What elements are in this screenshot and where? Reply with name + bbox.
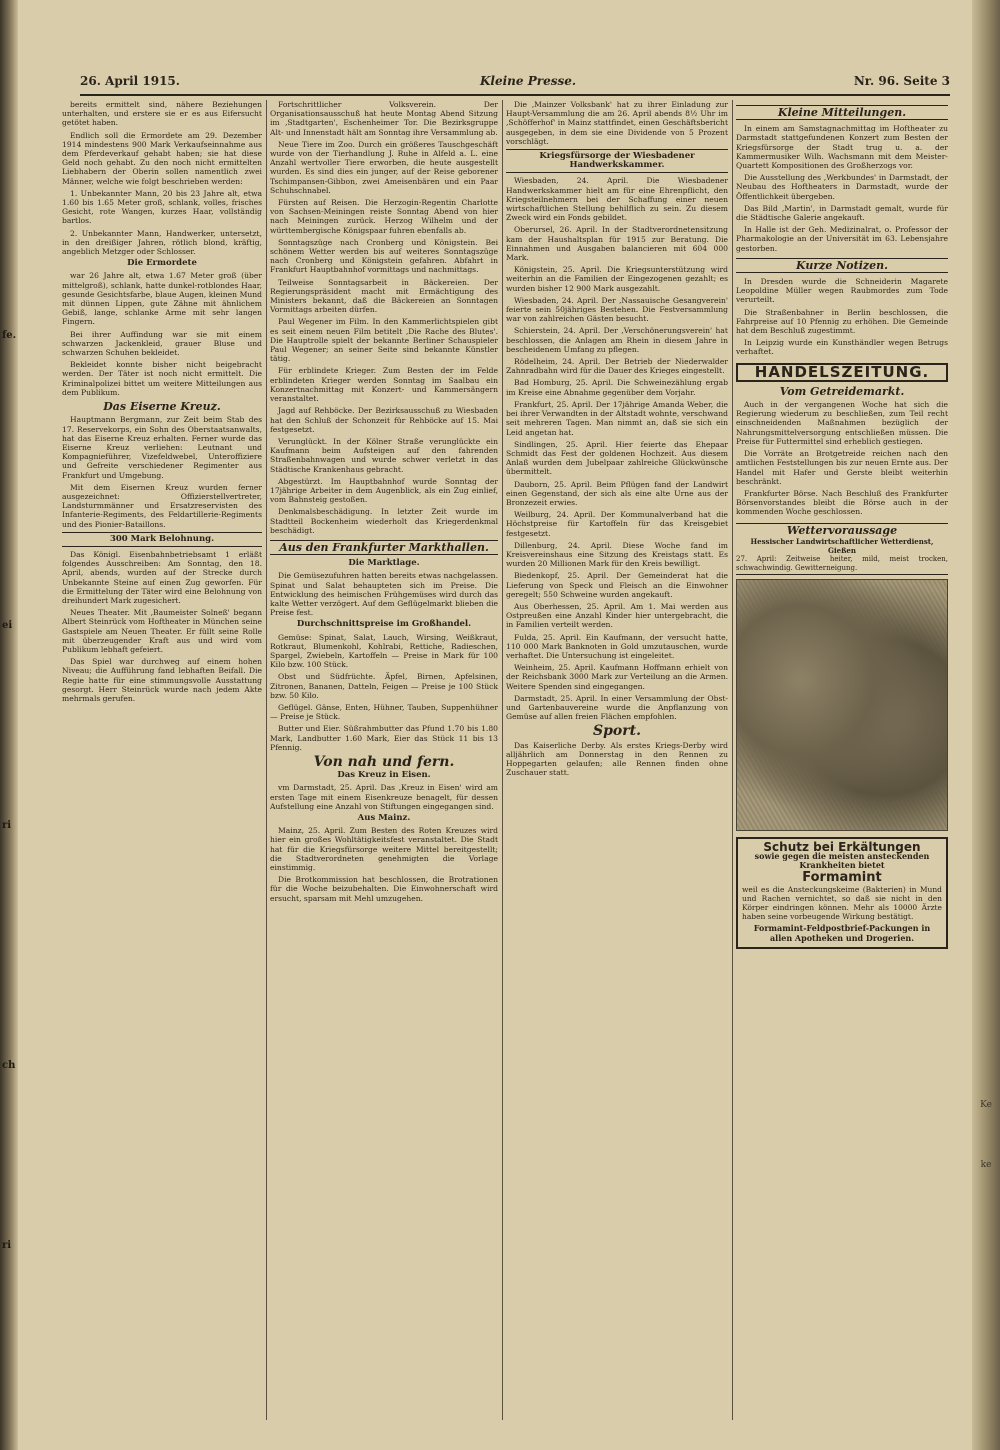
- article-paragraph: Gemüse: Spinat, Salat, Lauch, Wirsing, Weißkraut, Rotkraut, Blumenkohl, Kohlrabi, Rettiche, Radieschen, Spargel, Zwiebeln, Kartoffeln — Preise in Mark für 100 Kilo bzw. 100 Stück.: [270, 632, 498, 670]
- article-paragraph: 2. Unbekannter Mann, Handwerker, untersetzt, in den dreißiger Jahren, rötlich blond, kräftig, angeblich Metzger oder Schlosser.: [62, 228, 262, 257]
- article-paragraph: Sindlingen, 25. April. Hier feierte das Ehepaar Schmidt das Fest der goldenen Hochzeit. Aus diesem Anlaß wurden dem Jubelpaar zahlreiche Glückwünsche übermittelt.: [506, 439, 728, 477]
- article-paragraph: bereits ermittelt sind, nähere Beziehungen unterhalten, und erstere sie er es aus Eifersucht getötet haben.: [62, 100, 262, 128]
- article-paragraph: Aus Oberhessen, 25. April. Am 1. Mai werden aus Ostpreußen eine Anzahl Kinder hier untergebracht, die in Familien verteilt werden.: [506, 601, 728, 630]
- article-paragraph: Darmstadt, 25. April. In einer Versammlung der Obst- und Gartenbauvereine wurde die Anpflanzung von Gemüse auf allen freien Flächen empfohlen.: [506, 693, 728, 722]
- ad-headline: Schutz bei Erkältungen: [763, 839, 921, 854]
- weather-forecast: 27. April: Zeitweise heiter, mild, meist trocken, schwachwindig. Gewitterneigung.: [736, 555, 948, 573]
- column-4: [736, 100, 948, 1420]
- article-paragraph: Schierstein, 24. April. Der ‚Verschönerungsverein' hat beschlossen, die Anlagen am Rhein in diesem Jahre in bescheidenem Umfang zu pflegen.: [506, 326, 728, 354]
- section-subheading: Durchschnittspreise im Großhandel.: [296, 619, 472, 630]
- article-paragraph: Endlich soll die Ermordete am 29. Dezember 1914 mindestens 900 Mark Verkaufseinnahme aus dem Pferdeverkauf gehabt haben; sie hat diese Geld noch gehabt. Zu den noch nicht ermittelten Liebhabern der Oberin sollen namentlich zwei Männer, welche wie folgt beschrieben werden:: [62, 130, 262, 186]
- article-paragraph: Fortschrittlicher Volksverein. Der Organisationsausschuß hat heute Montag Abend Sitzung im ‚Stadtgarten', Eschenheimer Tor. Die Bezirksgruppe Alt- und Innenstadt hält am Sonntag ihre Versammlung ab.: [270, 100, 498, 137]
- article-paragraph: Oberursel, 26. April. In der Stadtverordnetensitzung kam der Haushaltsplan für 1915 zur Beratung. Die Einnahmen und Ausgaben balancieren mit 604 000 Mark.: [506, 225, 728, 263]
- page-header: [80, 72, 950, 96]
- article-paragraph: Biedenkopf, 25. April. Der Gemeinderat hat die Lieferung von Speck und Fleisch an die Einwohner geregelt; 550 Schweine wurden angekauft.: [506, 571, 728, 599]
- ad-body: weil es die Ansteckungskeime (Bakterien) in Mund und Rachen vernichtet, so daß sie nicht in den Körper eindringen können. Mehr als 10000 Ärzte haben seine vorbeugende Wirkung bestätigt.: [742, 885, 942, 922]
- article-paragraph: Frankfurt, 25. April. Der 17jährige Amanda Weber, die bei ihrer Verwandten in der Altstadt wohnte, verschwand seit mehreren Tagen. Man nimmt an, daß sie sich ein Leid angetan hat.: [506, 399, 728, 437]
- article-paragraph: Die Brotkommission hat beschlossen, die Brotrationen für die Woche beizubehalten. Die Einwohnerschaft wird ersucht, sparsam mit Mehl umzugehen.: [270, 875, 498, 903]
- section-heading: Kleine Mitteilungen.: [736, 105, 948, 120]
- article-paragraph: Bei ihrer Auffindung war sie mit einem schwarzen Jackenkleid, grauer Bluse und schwarzen Schuhen bekleidet.: [62, 329, 262, 358]
- article-paragraph: Für erblindete Krieger. Zum Besten der im Felde erblindeten Krieger werden Sonntag im Saalbau ein Konzertnachmittag mit Konzert- und Kammersängern veranstaltet.: [270, 366, 498, 404]
- edge-fragment: fe.: [2, 330, 17, 341]
- article-paragraph: 1. Unbekannter Mann, 20 bis 23 Jahre alt, etwa 1.60 bis 1.65 Meter groß, schlank, volles, frisches Gesicht, rote Wangen, kurzes Haar, vollständig bartlos.: [62, 188, 262, 226]
- edge-fragment: ri: [2, 820, 12, 831]
- article-paragraph: Das Spiel war durchweg auf einem hohen Niveau; die Aufführung fand lebhaften Beifall. Die Regie hatte für eine stimmungsvolle Ausstattung gesorgt. Herr Steinrück wurde nach jedem Akte mehrmals gerufen.: [62, 657, 262, 703]
- edge-fragment: Ke: [980, 1100, 992, 1110]
- article-paragraph: Abgestürzt. Im Hauptbahnhof wurde Sonntag der 17jährige Arbeiter in dem Augenblick, als ein Zug einlief, vom Bahnsteig gestoßen.: [270, 476, 498, 505]
- article-paragraph: In Halle ist der Geh. Medizinalrat, o. Professor der Pharmakologie an der Universität im 63. Lebensjahre gestorben.: [736, 225, 948, 253]
- section-heading: Vom Getreidemarkt.: [779, 384, 905, 398]
- article-paragraph: Weilburg, 24. April. Der Kommunalverband hat die Höchstpreise für Kartoffeln für das Kreisgebiet festgesetzt.: [506, 510, 728, 538]
- left-binding-shadow: [0, 0, 18, 1450]
- article-paragraph: war 26 Jahre alt, etwa 1.67 Meter groß (über mittelgroß), schlank, hatte dunkel-rotblondes Haar, gesunde Gesichtsfarbe, blaue Augen, kleinen Mund mit dünnen Lippen, gute Zähne mit ähnlichem Gebiß, lange, schlanke Arme mit sehr langen Fingern.: [62, 271, 262, 327]
- section-subheading: Die Marktlage.: [348, 558, 420, 569]
- section-heading: Das Eiserne Kreuz.: [103, 400, 221, 414]
- article-paragraph: Neue Tiere im Zoo. Durch ein größeres Tauschgeschäft wurde von der Tierhandlung J. Ruhe in Alfeld a. L. eine Anzahl wertvoller Tiere erworben, die heute ausgestellt wurden. Es sind dies ein junger, auf der Reise geborener Tschimpansen-Gibbon, zwei Ameisenbären und ein Paar Schuhschnabel.: [270, 139, 498, 195]
- section-heading: Von nah und fern.: [313, 754, 455, 770]
- article-paragraph: Butter und Eier. Süßrahmbutter das Pfund 1.70 bis 1.80 Mark, Landbutter 1.60 Mark, Eier das Stück 11 bis 13 Pfennig.: [270, 724, 498, 752]
- column-2: [270, 100, 498, 1420]
- page-number: Nr. 96. Seite 3: [853, 74, 950, 88]
- column-3: [506, 100, 728, 1420]
- article-paragraph: Sonntagszüge nach Cronberg und Königstein. Bei schönem Wetter werden bis auf weiteres Sonntagszüge nach Cronberg und Königstein gefahren. Abfahrt in Frankfurt Hauptbahnhof vormittags und nachmittags.: [270, 237, 498, 275]
- newspaper-title: Kleine Presse.: [480, 74, 577, 88]
- section-subheading: 300 Mark Belohnung.: [62, 532, 262, 547]
- article-paragraph: Fulda, 25. April. Ein Kaufmann, der versucht hatte, 110 000 Mark Banknoten in Gold umzutauschen, wurde verhaftet. Die Untersuchung ist eingeleitet.: [506, 632, 728, 660]
- ad-subline: Krankheiten bietet: [799, 859, 885, 870]
- article-paragraph: Mit dem Eisernen Kreuz wurden ferner ausgezeichnet: Offizierstellvertreter, Landsturmmänner und Ersatzreservisten des Infanterie-Regiments, des Feldartillerie-Regiments und des Pionier-Bataillons.: [62, 482, 262, 529]
- article-paragraph: Neues Theater. Mit ‚Baumeister Solneß' begann Albert Steinrück vom Hoftheater in München seine Gastspiele am Neuen Theater. Er füllt seine Rolle mit überzeugender Kraft aus und wird vom Publikum lebhaft gefeiert.: [62, 608, 262, 654]
- column-1: [62, 100, 262, 1420]
- article-paragraph: Wiesbaden, 24. April. Die Wiesbadener Handwerkskammer hielt am für eine Ehrenpflicht, den Kriegsteilnehmern bei der Schaffung einer neuen wirtschaftlichen Stellung behilflich zu sein. Zu diesem Zweck wird ein Fonds gebildet.: [506, 176, 728, 223]
- advertisement-illustration: [736, 579, 948, 831]
- edge-fragment: ch: [2, 1060, 16, 1071]
- section-subheading: Aus Mainz.: [357, 813, 411, 824]
- column-rule: [266, 100, 267, 1420]
- business-section-title: HANDELSZEITUNG.: [736, 363, 948, 382]
- article-paragraph: Weinheim, 25. April. Kaufmann Hoffmann erhielt von der Reichsbank 3000 Mark zur Verteilung an die Armen. Weitere Spenden sind eingegangen.: [506, 663, 728, 691]
- column-rule: [732, 100, 733, 1420]
- ad-subline: sowie gegen die meisten ansteckenden: [754, 850, 930, 861]
- article-paragraph: Das Königl. Eisenbahnbetriebsamt 1 erläßt folgendes Ausschreiben: Am Sonntag, den 18. April, abends, wurden auf der Strecke durch Unbekannte Steine auf einen Zug geworfen. Für die Ermittelung der Täter wird eine Belohnung von dreihundert Mark zugesichert.: [62, 549, 262, 605]
- article-paragraph: Die Ausstellung des ‚Werkbundes' in Darmstadt, der Neubau des Hoftheaters in Darmstadt, wurde der Öffentlichkeit übergeben.: [736, 173, 948, 201]
- article-paragraph: Denkmalsbeschädigung. In letzter Zeit wurde im Stadtteil Bockenheim wiederholt das Kriegerdenkmal beschädigt.: [270, 507, 498, 535]
- article-paragraph: Geflügel. Gänse, Enten, Hühner, Tauben, Suppenhühner — Preise je Stück.: [270, 702, 498, 722]
- right-binding-edge: [972, 0, 1000, 1450]
- article-paragraph: Frankfurter Börse. Nach Beschluß des Frankfurter Börsenvorstandes bleibt die Börse auch in der kommenden Woche geschlossen.: [736, 488, 948, 517]
- weather-box: [736, 523, 948, 575]
- article-paragraph: Fürsten auf Reisen. Die Herzogin-Regentin Charlotte von Sachsen-Meiningen reiste Sonntag Abend von hier nach Meiningen zurück. Herzog Wilhelm und der württembergische Königspaar fuhren ebenfalls ab.: [270, 198, 498, 235]
- weather-source: Hessischer Landwirtschaftlicher Wetterdienst, Gießen: [750, 536, 934, 555]
- formamint-advertisement: [736, 837, 948, 949]
- edge-fragment: ei: [2, 620, 13, 631]
- article-paragraph: In Leipzig wurde ein Kunsthändler wegen Betrugs verhaftet.: [736, 338, 948, 357]
- section-subheading: Kriegsfürsorge der Wiesbadener Handwerkskammer.: [506, 149, 728, 173]
- article-paragraph: Das Bild ‚Martin', in Darmstadt gemalt, wurde für die Städtische Galerie angekauft.: [736, 203, 948, 223]
- article-paragraph: Die Vorräte an Brotgetreide reichen nach den amtlichen Feststellungen bis zur neuen Ernte aus. Der Handel mit Hafer und Gerste bleibt weiterhin beschränkt.: [736, 449, 948, 486]
- article-paragraph: vm Darmstadt, 25. April. Das ‚Kreuz in Eisen' wird am ersten Tage mit einem Eisenkreuze benagelt, für dessen Aufstellung eine Anzahl von Stiftungen eingegangen sind.: [270, 783, 498, 811]
- article-paragraph: Die Gemüsezufuhren hatten bereits etwas nachgelassen. Spinat und Salat behaupteten sich im Preise. Die Entwicklung des heimischen Frühgemüses wird durch das kalte Wetter verzögert. Auf dem Geflügelmarkt blieben die Preise fest.: [270, 571, 498, 618]
- edge-fragment: ke: [980, 1160, 992, 1170]
- section-subheading: Die Ermordete: [127, 258, 197, 269]
- section-heading: Sport.: [593, 723, 641, 740]
- article-paragraph: Dillenburg, 24. April. Diese Woche fand im Kreisvereinshaus eine Sitzung des Kreistags statt. Es wurden 20 Millionen Mark für den Kreis bewilligt.: [506, 540, 728, 569]
- ad-brand: Formamint: [802, 870, 882, 886]
- article-paragraph: Die Straßenbahner in Berlin beschlossen, die Fahrpreise auf 10 Pfennig zu erhöhen. Die Gemeinde hat dem Beschluß zugestimmt.: [736, 307, 948, 336]
- article-paragraph: Hauptmann Bergmann, zur Zeit beim Stab des 17. Reservekorps, ein Sohn des Oberstaatsanwalts, hat das Eiserne Kreuz erhalten. Ferner wurde das Eiserne Kreuz verliehen: Leutnant und Kompagnieführer, Vizefeldwebel, Unteroffiziere und Gefreite verschiedener Regimenter aus Frankfurt und Umgebung.: [62, 415, 262, 480]
- article-paragraph: Das Kaiserliche Derby. Als erstes Kriegs-Derby wird alljährlich am Donnerstag in den Rennen zu Hoppegarten gelaufen; alle Rennen finden ohne Zuschauer statt.: [506, 740, 728, 778]
- column-rule: [502, 100, 503, 1420]
- article-paragraph: Auch in der vergangenen Woche hat sich die Regierung wiederum zu beschließen, zum Teil recht einschneidenden Maßnahmen bezüglich der Nahrungsmittelversorgung entschließen müssen. Die Preise für Futtermittel sind erheblich gestiegen.: [736, 400, 948, 446]
- article-paragraph: Dauborn, 25. April. Beim Pflügen fand der Landwirt einen Gegenstand, der sich als eine alte Urne aus der Bronzezeit erwies.: [506, 479, 728, 507]
- article-paragraph: Teilweise Sonntagsarbeit in Bäckereien. Der Regierungspräsident macht mit Ermächtigung des Ministers bekannt, daß die Bäckereien an Sonntagen Vormittags arbeiten dürfen.: [270, 277, 498, 315]
- issue-date: 26. April 1915.: [80, 74, 180, 88]
- article-paragraph: Bad Homburg, 25. April. Die Schweinezählung ergab im Kreise eine Abnahme gegenüber dem Vorjahr.: [506, 378, 728, 397]
- article-paragraph: Die ‚Mainzer Volksbank' hat zu ihrer Einladung zur Haupt-Versammlung die am 26. April abends 8½ Uhr im ‚Schöfferhof' in Mainz stattfindet, einen Geschäftsbericht ausgegeben, in dem sie eine Dividende von 5 Prozent vorschlägt.: [506, 100, 728, 146]
- article-paragraph: Obst und Südfrüchte. Äpfel, Birnen, Apfelsinen, Zitronen, Bananen, Datteln, Feigen — Preise je 100 Stück bzw. 50 Kilo.: [270, 672, 498, 700]
- edge-fragment: ri: [2, 1240, 12, 1251]
- article-paragraph: Wiesbaden, 24. April. Der ‚Nassauische Gesangverein' feierte sein 50jähriges Bestehen. Die Festversammlung war von zahlreichen Gästen besucht.: [506, 295, 728, 324]
- section-heading: Aus den Frankfurter Markthallen.: [270, 540, 498, 555]
- article-paragraph: In Dresden wurde die Schneiderin Magarete Leopoldine Müller wegen Raubmordes zum Tode verurteilt.: [736, 277, 948, 305]
- article-paragraph: Jagd auf Rehböcke. Der Bezirksausschuß zu Wiesbaden hat den Schluß der Schonzeit für Rehböcke auf 15. Mai festgesetzt.: [270, 406, 498, 434]
- article-paragraph: Paul Wegener im Film. In den Kammerlichtspielen gibt es seit einem neuen Film betitelt ‚Die Rache des Blutes'. Die Hauptrolle spielt der bekannte Berliner Schauspieler Paul Wegener; an seiner Seite sind bekannte Künstler tätig.: [270, 317, 498, 364]
- section-heading: Kurze Notizen.: [736, 258, 948, 273]
- article-paragraph: Bekleidet konnte bisher nicht beigebracht werden. Der Täter ist noch nicht ermittelt. Die Kriminalpolizei bittet um weitere Mitteilungen aus dem Publikum.: [62, 360, 262, 397]
- ad-footer: Formamint-Feldpostbrief-Packungen in allen Apotheken und Drogerien.: [753, 923, 931, 943]
- article-paragraph: Mainz, 25. April. Zum Besten des Roten Kreuzes wird hier ein großes Wohltätigkeitsfest veranstaltet. Die Stadt hat für die Kriegsfürsorge weitere Mittel bereitgestellt; die Stadtverordneten genehmigten die Vorlage einstimmig.: [270, 826, 498, 873]
- article-paragraph: Verunglückt. In der Kölner Straße verunglückte ein Kaufmann beim Aufsteigen auf den fahrenden Straßenbahnwagen und wurde schwer verletzt in das Städtische Krankenhaus gebracht.: [270, 436, 498, 474]
- article-paragraph: Rödelheim, 24. April. Der Betrieb der Niederwalder Zahnradbahn wird für die Dauer des Krieges eingestellt.: [506, 357, 728, 376]
- section-heading: Wettervoraussage: [786, 523, 898, 537]
- article-paragraph: Königstein, 25. April. Die Kriegsunterstützung wird weiterhin an die Familien der Eingezogenen gezahlt; es wurden bisher 12 900 Mark ausgezahlt.: [506, 265, 728, 293]
- section-subheading: Das Kreuz in Eisen.: [337, 770, 431, 781]
- article-paragraph: In einem am Samstagnachmittag im Hoftheater zu Darmstadt stattgefundenen Konzert zum Besten der Kriegsfürsorge der Stadt trug u. a. der Kammermusiker Wilh. Wachsmann mit dem Meister-Quartett Kompositionen des Großherzogs vor.: [736, 124, 948, 171]
